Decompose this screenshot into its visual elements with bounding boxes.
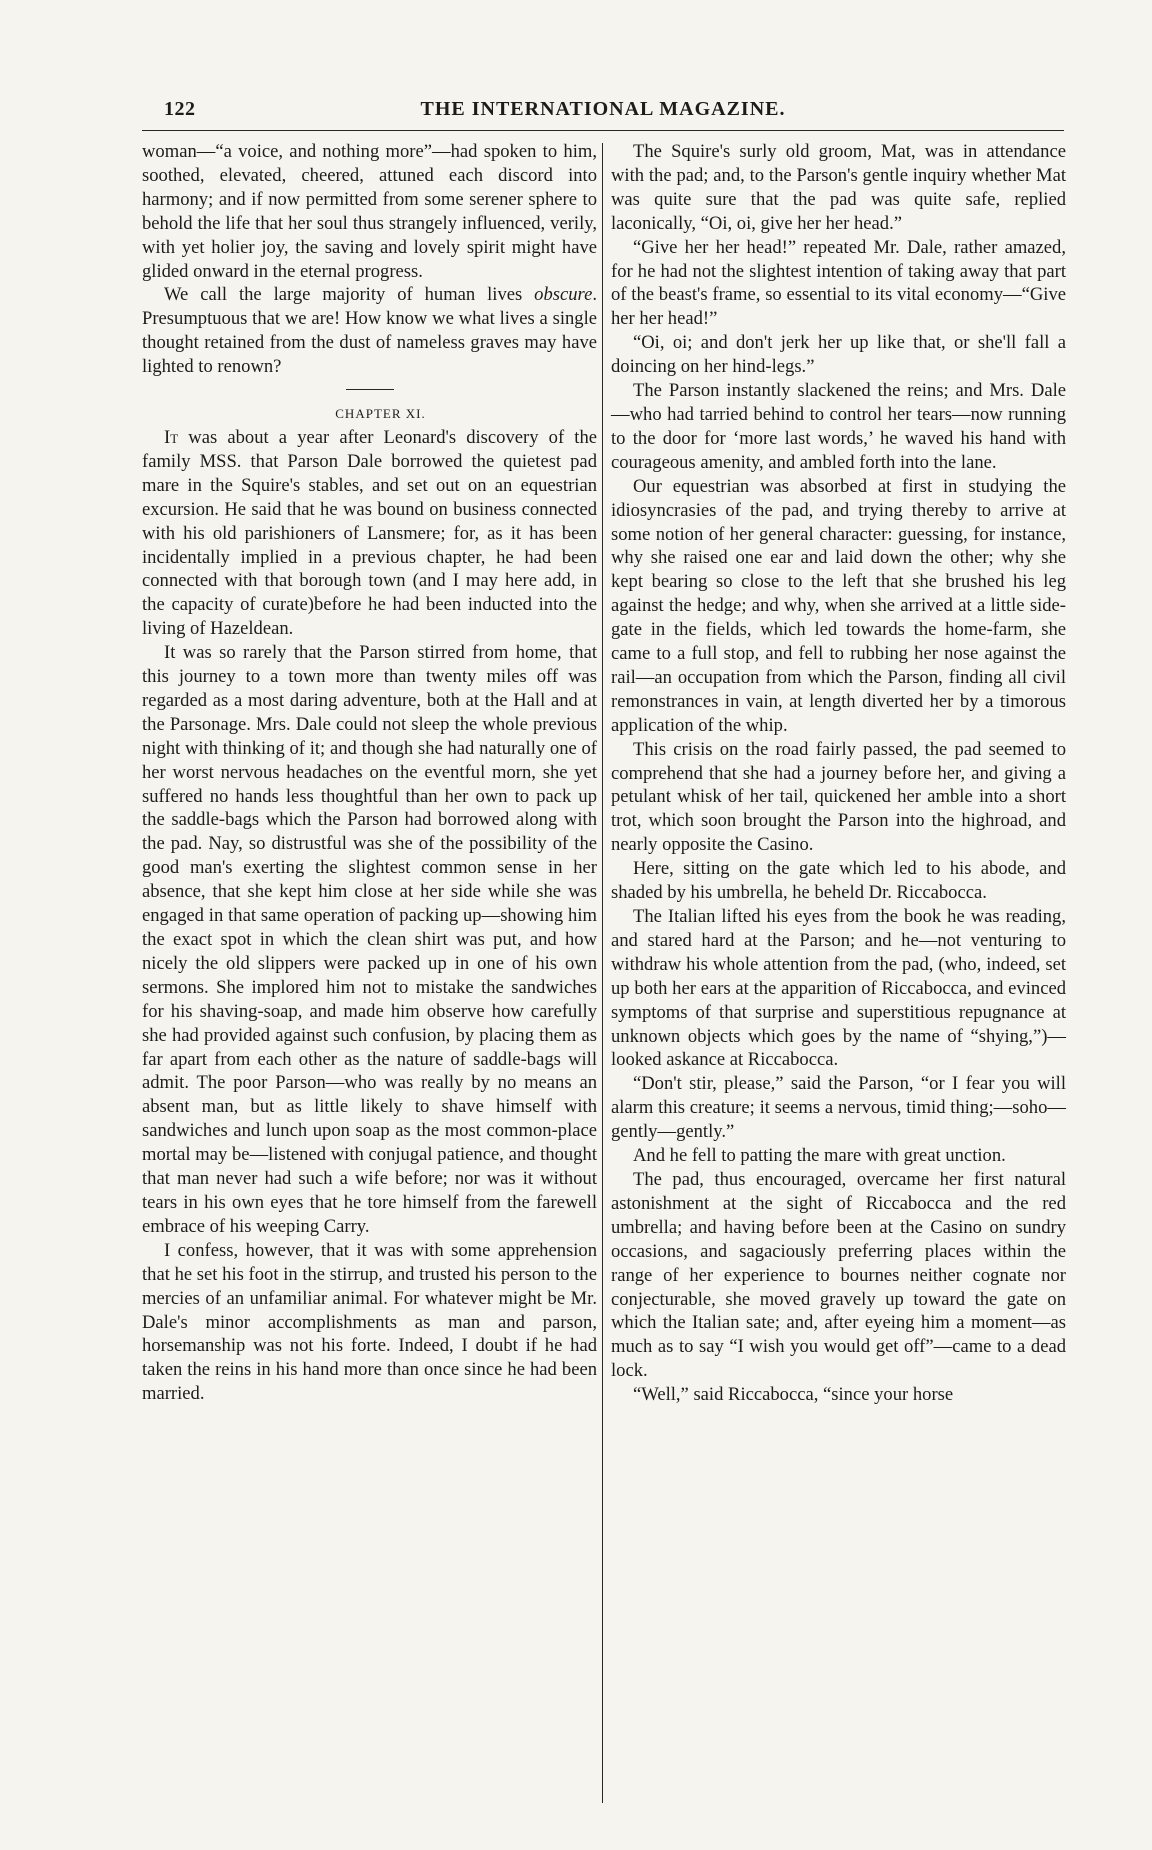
- paragraph-text: We call the large majority of human lives: [164, 284, 535, 306]
- paragraph: I confess, however, that it was with some apprehension that he set his foot in the stirrup, and trusted his person to the mercies of an unfamiliar animal. For whatever might be Mr. Dale's minor accomplishments as man and parson, horsemanship was not his forte. Indeed, I doubt if he had taken the reins in his hand more than once since he had been married.: [142, 1239, 597, 1405]
- paragraph: Here, sitting on the gate which led to his abode, and shaded by his umbrella, he beheld Dr. Riccabocca.: [611, 858, 1066, 904]
- paragraph: “Oi, oi; and don't jerk her up like that, or she'll fall a doincing on her hind-legs.”: [611, 332, 1066, 378]
- paragraph: “Well,” said Riccabocca, “since your horse: [633, 1384, 954, 1406]
- opening-word: It: [164, 426, 179, 448]
- page-number: 122: [164, 98, 196, 120]
- emphasis-text: obscure: [534, 284, 593, 306]
- running-title: THE INTERNATIONAL MAGAZINE.: [420, 98, 786, 120]
- page-header: [142, 96, 1064, 130]
- right-column: [611, 140, 1066, 1407]
- paragraph: This crisis on the road fairly passed, the pad seemed to comprehend that she had a journey before her, and giving a petulant whisk of her tail, quickened her amble into a short trot, which soon brought the Parson into the highroad, and nearly opposite the Casino.: [611, 738, 1066, 856]
- chapter-heading: CHAPTER XI.: [335, 406, 426, 422]
- paragraph: The Parson instantly slackened the reins; and Mrs. Dale—who had tarried behind to control her tears—now running to the door for ‘more last words,’ he waved his hand with courageous amenity, and ambled forth into the lane.: [611, 380, 1066, 473]
- paragraph: And he fell to patting the mare with great unction.: [633, 1145, 1006, 1167]
- paragraph: The Squire's surly old groom, Mat, was in attendance with the pad; and, to the Parson's gentle inquiry whether Mat was quite sure that the pad was quite safe, replied laconically, “Oi, oi, give her her head.”: [611, 141, 1066, 234]
- paragraph: “Don't stir, please,” said the Parson, “or I fear you will alarm this creature; it seems a nervous, timid thing;—soho—gently—gently.”: [611, 1073, 1066, 1143]
- paragraph: [142, 283, 597, 379]
- left-column: [142, 140, 597, 1406]
- paragraph: It was so rarely that the Parson stirred from home, that this journey to a town more than twenty miles off was regarded as a most daring adventure, both at the Hall and at the Parsonage. Mrs. Dale could not sleep the whole previous night with thinking of it; and though she had naturally one of her worst nervous headaches on the eventful morn, she yet suffered no hands less thoughtful than her own to pack up the saddle-bags which the Parson had borrowed along with the pad. Nay, so distrustful was she of the possibility of the good man's exerting the slightest common sense in her absence, that she kept him close at her side while she was engaged in that same operation of packing up—showing him the exact spot in which the clean shirt was put, and how nicely the old slippers were packed up in one of his own sermons. She implored him not to mistake the sandwiches for his shaving-soap, and made him observe how carefully she had provided against such confusion, by placing them as far apart from each other as the nature of saddle-bags will admit. The poor Parson—who was really by no means an absent man, but as little likely to shave himself with sandwiches and lunch upon soap as the most common-place mortal may be—listened with conjugal patience, and thought that man never had such a wife before; nor was it without tears in his own eyes that he tore himself from the farewell embrace of his weeping Carry.: [142, 642, 597, 1237]
- paragraph: Our equestrian was absorbed at first in studying the idiosyncrasies of the pad, and trying thereby to arrive at some notion of her general character: guessing, for instance, why she raised one ear and laid down the other; why she kept bearing so close to the left that she brushed his leg against the hedge; and why, when she arrived at a little side-gate in the fields, which led towards the home-farm, she came to a full stop, and fell to rubbing her nose against the rail—an occupation from which the Parson, finding all civil remonstrances in vain, at length diverted her by a timorous application of the whip.: [611, 475, 1066, 736]
- paragraph-text: . Presumptuous that we are! How know we what lives a single thought retained from the dust of nameless graves may have lighted to renown?: [142, 284, 597, 378]
- paragraph-text: was about a year after Leonard's discovery of the family MSS. that Parson Dale borrowed the quietest pad mare in the Squire's stables, and set out on an equestrian excursion. He said that he was bound on business connected with his old parishioners of Lansmere; for, as it has been incidentally implied in a previous chapter, he had been connected with that borough town (and I may here add, in the capacity of curate)before he had been inducted into the living of Hazeldean.: [142, 426, 597, 640]
- paragraph: The pad, thus encouraged, overcame her first natural astonishment at the sight of Riccabocca and the red umbrella; and having before been at the Casino on sundry occasions, and sagaciously preferring places within the range of her experience to bournes neither cognate nor conjecturable, she moved gravely up toward the gate on which the Italian sate; and, after eyeing him a moment—as much as to say “I wish you would get off”—came to a dead lock.: [611, 1168, 1066, 1382]
- paragraph: The Italian lifted his eyes from the book he was reading, and stared hard at the Parson; and he—not venturing to withdraw his whole attention from the pad, (who, indeed, set up both her ears at the apparition of Riccabocca, and evinced symptoms of that surprise and superstitious repugnance at unknown objects which goes by the name of “shying,”)—looked askance at Riccabocca.: [611, 906, 1066, 1071]
- header-rule: [142, 130, 1064, 131]
- section-break-rule: [346, 389, 394, 390]
- paragraph: [142, 426, 597, 641]
- paragraph: woman—“a voice, and nothing more”—had spoken to him, soothed, elevated, cheered, attuned each discord into harmony; and if now permitted from some serener sphere to behold the life that her soul thus strangely influenced, verily, with yet holier joy, the saving and lovely spirit might have glided onward in the eternal progress.: [142, 141, 597, 282]
- column-divider: [602, 143, 603, 1803]
- paragraph: “Give her her head!” repeated Mr. Dale, rather amazed, for he had not the slightest intention of taking away that part of the beast's frame, so essential to its vital economy—“Give her her head!”: [611, 236, 1066, 330]
